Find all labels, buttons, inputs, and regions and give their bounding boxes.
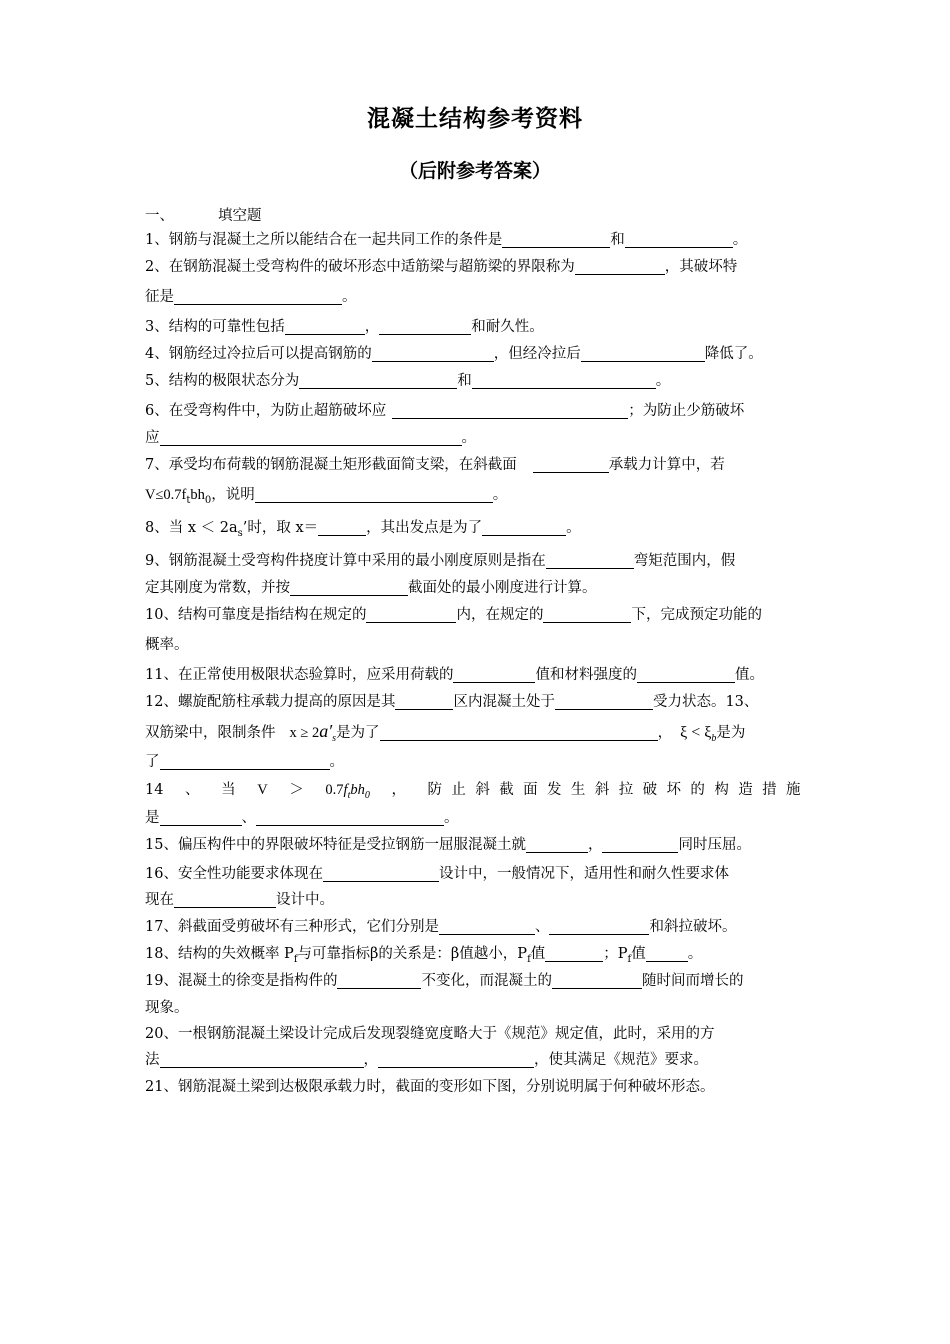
answer-blank[interactable] (395, 693, 453, 710)
answer-blank[interactable] (378, 1051, 534, 1068)
answer-blank[interactable] (543, 606, 631, 623)
answer-blank[interactable] (318, 519, 366, 536)
answer-blank[interactable] (637, 666, 735, 683)
question-5: 5、结构的极限状态分为 和 。 (145, 373, 671, 389)
question-19-cont: 现象。 (145, 1000, 189, 1016)
answer-blank[interactable] (502, 231, 610, 248)
answer-blank[interactable] (372, 345, 494, 362)
answer-blank[interactable] (575, 258, 665, 275)
answer-blank[interactable] (255, 486, 493, 503)
answer-blank[interactable] (439, 918, 535, 935)
question-20: 20、一根钢筋混凝土梁设计完成后发现裂缝宽度略大于《规范》规定值，此时，采用的方 (145, 1026, 715, 1042)
question-17: 17、斜截面受剪破坏有三种形式，它们分别是 、 和斜拉破坏。 (145, 919, 737, 935)
question-13-cont: 了 。 (145, 754, 344, 770)
question-7: 7、承受均布荷载的钢筋混凝土矩形截面简支梁，在斜截面 承载力计算中，若 (145, 457, 725, 473)
answer-blank[interactable] (160, 753, 330, 770)
answer-blank[interactable] (526, 836, 588, 853)
answer-blank[interactable] (379, 318, 471, 335)
question-18: 18、结构的失效概率 $P_f$与可靠指标β的关系是：β值越小，$P_f$值 ；$P_f$值 。 (145, 946, 703, 965)
question-6-cont: 应 。 (145, 430, 476, 446)
question-4: 4、钢筋经过冷拉后可以提高钢筋的 ，但经冷拉后 降低了。 (145, 346, 763, 362)
answer-blank[interactable] (285, 318, 365, 335)
document-subtitle: （后附参考答案） (398, 160, 551, 182)
answer-blank[interactable] (453, 666, 535, 683)
question-16-cont: 现在 设计中。 (145, 892, 334, 908)
question-3: 3、结构的可靠性包括 ， 和耐久性。 (145, 319, 544, 335)
answer-blank[interactable] (392, 402, 628, 419)
question-8: 8、当 $x < 2a_s$’时，取 x＝ ，其出发点是为了 。 (145, 520, 581, 539)
answer-blank[interactable] (380, 724, 658, 741)
question-16: 16、安全性功能要求体现在 设计中，一般情况下，适用性和耐久性要求体 (145, 866, 729, 882)
question-19: 19、混凝土的徐变是指构件的 不变化，而混凝土的 随时间而增长的 (145, 973, 744, 989)
question-7-cont: $V\le 0.7f_tbh_0$，说明 。 (145, 487, 508, 506)
question-1: 1、钢筋与混凝土之所以能结合在一起共同工作的条件是 和 。 (145, 232, 748, 248)
answer-blank[interactable] (549, 918, 649, 935)
question-15: 15、偏压构件中的界限破坏特征是受拉钢筋一屈服混凝土就 ， 同时压屈。 (145, 837, 751, 853)
answer-blank[interactable] (174, 891, 276, 908)
question-9-cont: 定其刚度为常数，并按 截面处的最小刚度进行计算。 (145, 580, 597, 596)
answer-blank[interactable] (482, 519, 566, 536)
question-20-cont: 法 ， ，使其满足《规范》要求。 (145, 1052, 708, 1068)
question-21: 21、钢筋混凝土梁到达极限承载力时，截面的变形如下图，分别说明属于何种破坏形态。 (145, 1079, 715, 1095)
question-2-cont: 征是 。 (145, 289, 357, 305)
question-list (145, 204, 810, 1102)
answer-blank[interactable] (323, 865, 439, 882)
question-12: 12、螺旋配筋柱承载力提高的原因是其 区内混凝土处于 受力状态。13、 (145, 694, 759, 710)
question-10-cont: 概率。 (145, 637, 189, 653)
document-title: 混凝土结构参考资料 (367, 105, 583, 132)
answer-blank[interactable] (174, 288, 342, 305)
answer-blank[interactable] (555, 693, 653, 710)
answer-blank[interactable] (625, 231, 733, 248)
answer-blank[interactable] (160, 809, 242, 826)
answer-blank[interactable] (581, 345, 705, 362)
question-10: 10、结构可靠度是指结构在规定的 内，在规定的 下，完成预定功能的 (145, 607, 762, 623)
answer-blank[interactable] (545, 945, 603, 962)
question-14-cont: 是 、 。 (145, 810, 459, 826)
answer-blank[interactable] (552, 972, 642, 989)
question-9: 9、钢筋混凝土受弯构件挠度计算中采用的最小刚度原则是指在 弯矩范围内，假 (145, 553, 736, 569)
answer-blank[interactable] (472, 372, 656, 389)
answer-blank[interactable] (546, 552, 634, 569)
question-6: 6、在受弯构件中，为防止超筋破坏应 ；为防止少筋破坏 (145, 403, 745, 419)
answer-blank[interactable] (646, 945, 688, 962)
answer-blank[interactable] (337, 972, 421, 989)
answer-blank[interactable] (160, 1051, 364, 1068)
answer-blank[interactable] (299, 372, 457, 389)
answer-blank[interactable] (256, 809, 444, 826)
question-2: 2、在钢筋混凝土受弯构件的破坏形态中适筋梁与超筋梁的界限称为 ，其破坏特 (145, 259, 738, 275)
answer-blank[interactable] (533, 456, 609, 473)
question-11: 11、在正常使用极限状态验算时，应采用荷载的 值和材料强度的 值。 (145, 667, 764, 683)
answer-blank[interactable] (366, 606, 456, 623)
question-14: 14 、 当 V ＞ $0.7f_tbh_0$ ， 防止斜截面发生斜拉破坏的构造措施 (145, 782, 810, 801)
answer-blank[interactable] (290, 579, 408, 596)
question-13: 双筋梁中，限制条件 $x \ge 2a'_s$是为了 ， $\xi < \xi_b$是为 (145, 721, 746, 744)
answer-blank[interactable] (602, 836, 678, 853)
section-heading: 一、 填空题 (145, 208, 262, 224)
answer-blank[interactable] (160, 429, 462, 446)
